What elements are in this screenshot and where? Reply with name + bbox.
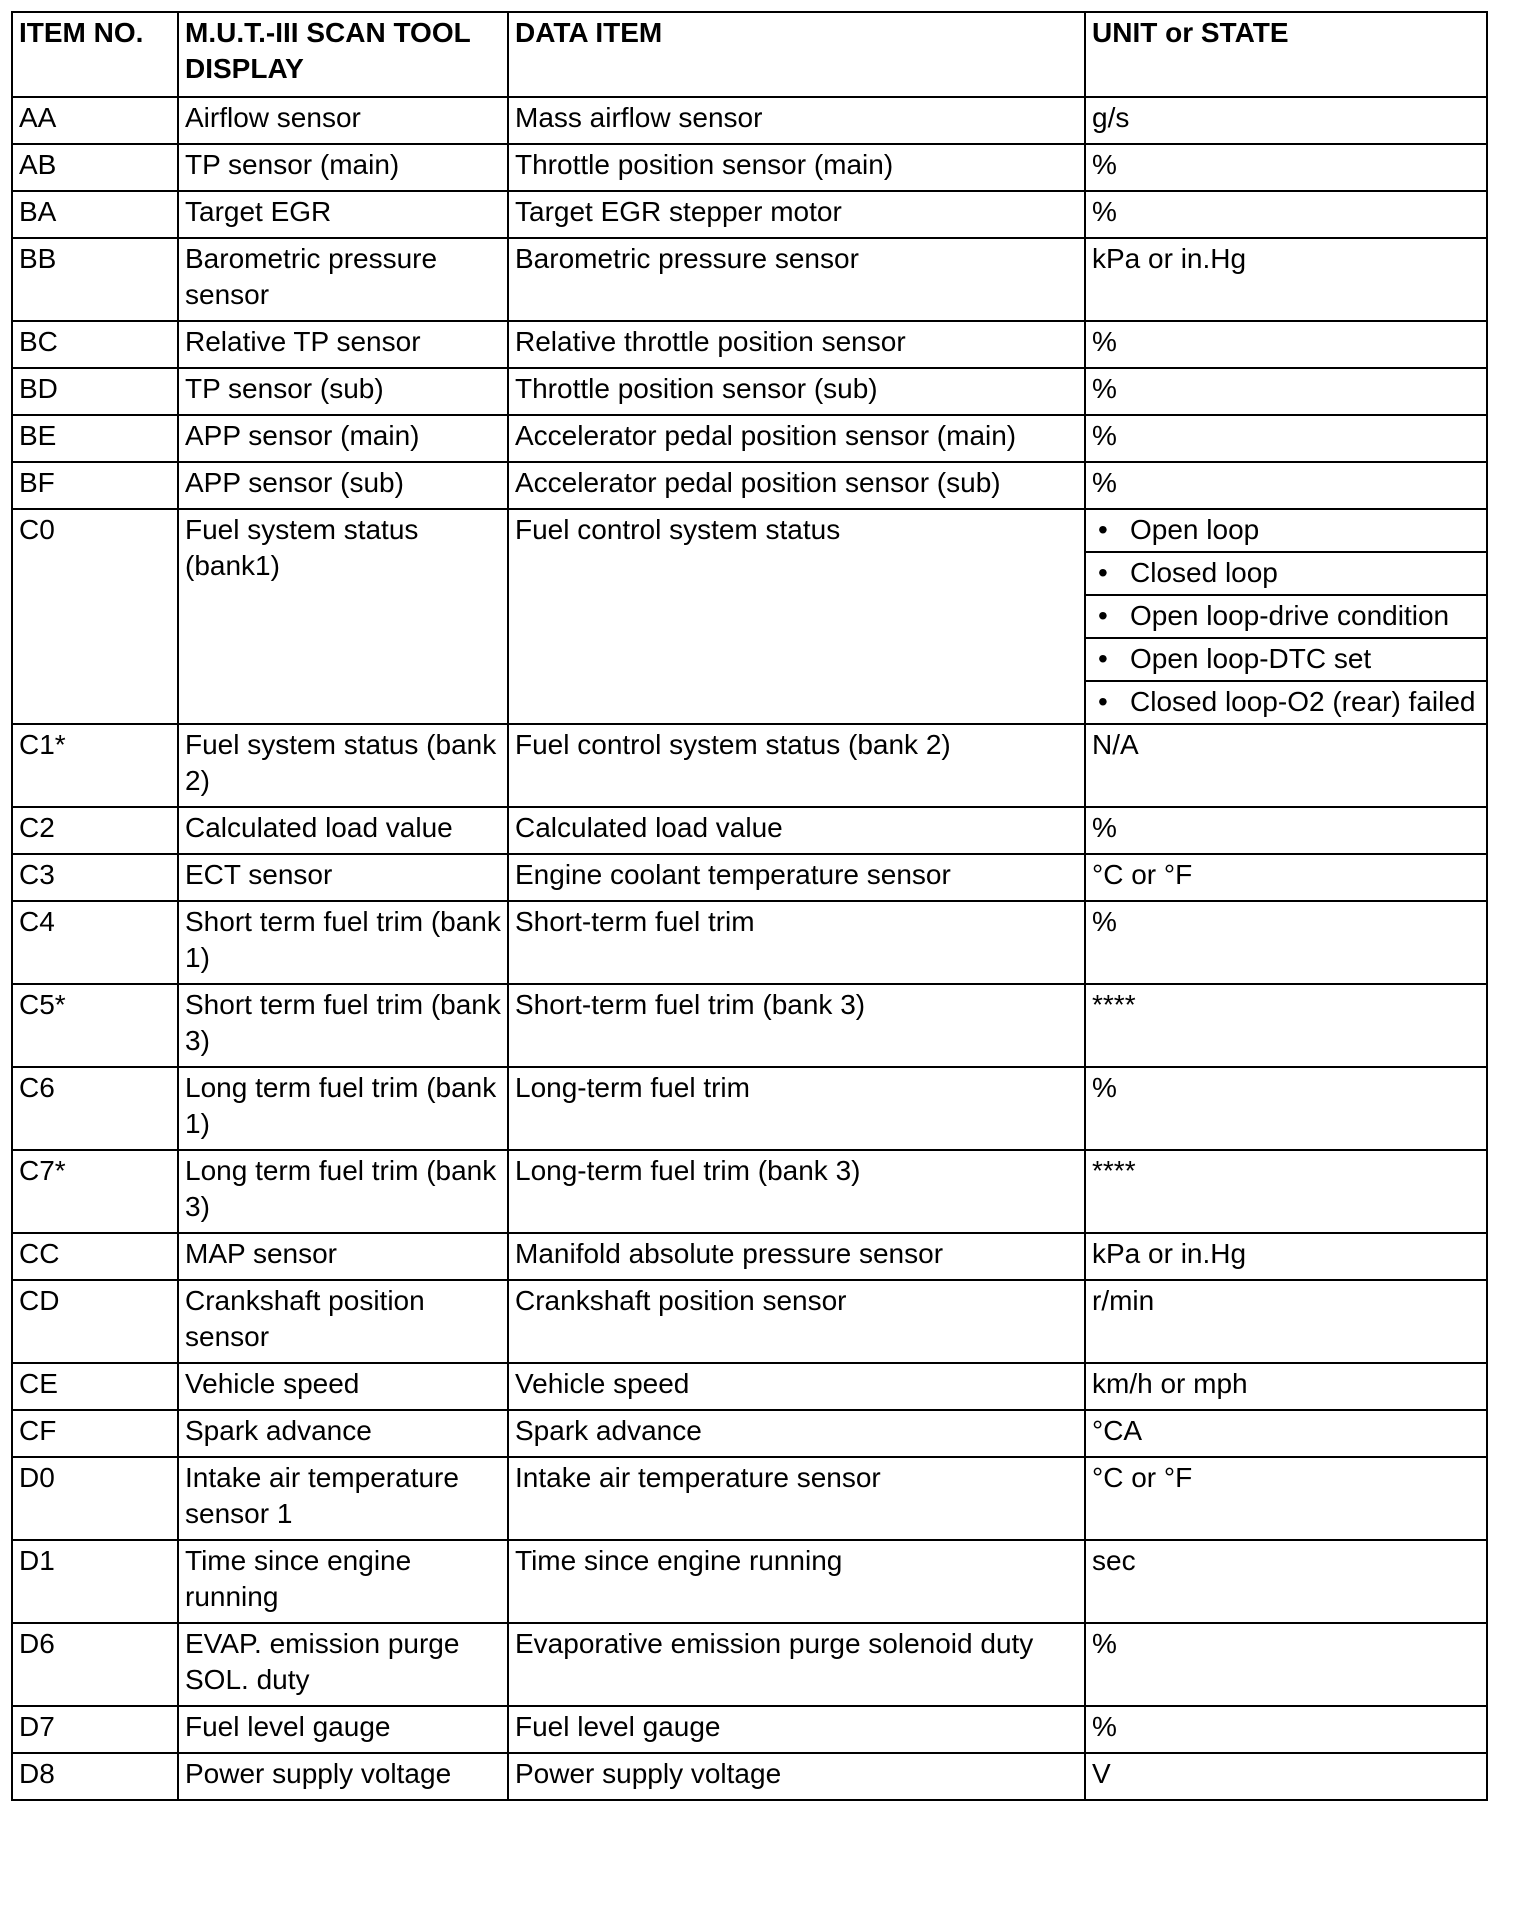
fuel-system-state-list <box>1086 510 1486 723</box>
table-row <box>12 1150 1487 1233</box>
data-item-cell: Intake air temperature sensor <box>508 1457 1085 1540</box>
unit-cell: % <box>1085 1706 1487 1753</box>
display-cell: APP sensor (sub) <box>178 462 508 509</box>
data-item-cell: Spark advance <box>508 1410 1085 1457</box>
display-cell: Calculated load value <box>178 807 508 854</box>
data-item-cell: Relative throttle position sensor <box>508 321 1085 368</box>
unit-cell: r/min <box>1085 1280 1487 1363</box>
state-option <box>1086 510 1486 553</box>
display-cell: Spark advance <box>178 1410 508 1457</box>
header-data-item: DATA ITEM <box>508 12 1085 97</box>
data-item-cell: Manifold absolute pressure sensor <box>508 1233 1085 1280</box>
display-cell: Long term fuel trim (bank 3) <box>178 1150 508 1233</box>
table-row <box>12 1363 1487 1410</box>
display-cell: Fuel system status (bank 2) <box>178 724 508 807</box>
unit-cell: % <box>1085 368 1487 415</box>
table-row <box>12 415 1487 462</box>
unit-cell: % <box>1085 415 1487 462</box>
unit-cell: N/A <box>1085 724 1487 807</box>
unit-cell: % <box>1085 901 1487 984</box>
item-no-cell: C5* <box>12 984 178 1067</box>
data-item-cell: Accelerator pedal position sensor (sub) <box>508 462 1085 509</box>
data-item-cell: Accelerator pedal position sensor (main) <box>508 415 1085 462</box>
state-label: Open loop-drive condition <box>1130 600 1450 631</box>
data-item-cell: Short-term fuel trim (bank 3) <box>508 984 1085 1067</box>
state-option <box>1086 682 1486 723</box>
unit-cell: **** <box>1085 1150 1487 1233</box>
display-cell: Time since engine running <box>178 1540 508 1623</box>
data-item-cell: Mass airflow sensor <box>508 97 1085 144</box>
display-cell: ECT sensor <box>178 854 508 901</box>
unit-cell: °CA <box>1085 1410 1487 1457</box>
state-label: Open loop-DTC set <box>1130 643 1372 674</box>
display-cell: Power supply voltage <box>178 1753 508 1800</box>
item-no-cell: D6 <box>12 1623 178 1706</box>
table-row <box>12 1280 1487 1363</box>
table-row <box>12 238 1487 321</box>
state-option <box>1086 596 1486 639</box>
unit-cell: % <box>1085 191 1487 238</box>
item-no-cell: AA <box>12 97 178 144</box>
data-item-cell: Target EGR stepper motor <box>508 191 1085 238</box>
item-no-cell: AB <box>12 144 178 191</box>
table-row <box>12 462 1487 509</box>
data-item-cell: Evaporative emission purge solenoid duty <box>508 1623 1085 1706</box>
unit-cell: **** <box>1085 984 1487 1067</box>
item-no-cell: BF <box>12 462 178 509</box>
data-item-cell: Throttle position sensor (main) <box>508 144 1085 191</box>
display-cell: Vehicle speed <box>178 1363 508 1410</box>
table-row <box>12 807 1487 854</box>
display-cell: Short term fuel trim (bank 3) <box>178 984 508 1067</box>
table-row <box>12 984 1487 1067</box>
data-item-cell: Long-term fuel trim <box>508 1067 1085 1150</box>
table-row <box>12 1753 1487 1800</box>
table-row <box>12 97 1487 144</box>
display-cell: Target EGR <box>178 191 508 238</box>
table-row <box>12 1706 1487 1753</box>
table-row <box>12 1623 1487 1706</box>
unit-cell: g/s <box>1085 97 1487 144</box>
table-row <box>12 1410 1487 1457</box>
table-row <box>12 191 1487 238</box>
item-no-cell: BA <box>12 191 178 238</box>
table-row <box>12 1233 1487 1280</box>
display-cell: Barometric pressure sensor <box>178 238 508 321</box>
display-cell: Fuel system status (bank1) <box>178 509 508 724</box>
item-no-cell: CD <box>12 1280 178 1363</box>
data-item-cell: Fuel control system status <box>508 509 1085 724</box>
unit-cell: % <box>1085 144 1487 191</box>
item-no-cell: BC <box>12 321 178 368</box>
state-option <box>1086 639 1486 682</box>
table-row <box>12 1067 1487 1150</box>
item-no-cell: C7* <box>12 1150 178 1233</box>
item-no-cell: C4 <box>12 901 178 984</box>
data-item-cell: Engine coolant temperature sensor <box>508 854 1085 901</box>
state-option <box>1086 553 1486 596</box>
data-item-cell: Calculated load value <box>508 807 1085 854</box>
header-row <box>12 12 1487 97</box>
table-row <box>12 368 1487 415</box>
state-label: Closed loop-O2 (rear) failed <box>1130 686 1476 717</box>
data-item-cell: Power supply voltage <box>508 1753 1085 1800</box>
display-cell: APP sensor (main) <box>178 415 508 462</box>
display-cell: TP sensor (main) <box>178 144 508 191</box>
data-item-cell: Long-term fuel trim (bank 3) <box>508 1150 1085 1233</box>
table-row <box>12 1540 1487 1623</box>
bullet-icon: • <box>1098 514 1108 545</box>
bullet-icon: • <box>1098 643 1108 674</box>
display-cell: Relative TP sensor <box>178 321 508 368</box>
table-row <box>12 854 1487 901</box>
data-item-cell: Vehicle speed <box>508 1363 1085 1410</box>
header-item-no: ITEM NO. <box>12 12 178 97</box>
table-row <box>12 1457 1487 1540</box>
unit-cell: °C or °F <box>1085 1457 1487 1540</box>
display-cell: Short term fuel trim (bank 1) <box>178 901 508 984</box>
unit-cell: % <box>1085 807 1487 854</box>
item-no-cell: BE <box>12 415 178 462</box>
bullet-icon: • <box>1098 686 1108 717</box>
state-label: Open loop <box>1130 514 1260 545</box>
unit-cell: sec <box>1085 1540 1487 1623</box>
unit-cell: % <box>1085 321 1487 368</box>
scan-tool-data-table <box>11 11 1488 1801</box>
display-cell: Fuel level gauge <box>178 1706 508 1753</box>
unit-cell: V <box>1085 1753 1487 1800</box>
data-item-cell: Fuel level gauge <box>508 1706 1085 1753</box>
item-no-cell: C6 <box>12 1067 178 1150</box>
display-cell: Intake air temperature sensor 1 <box>178 1457 508 1540</box>
unit-cell: kPa or in.Hg <box>1085 1233 1487 1280</box>
unit-cell: °C or °F <box>1085 854 1487 901</box>
table-row <box>12 321 1487 368</box>
item-no-cell: CF <box>12 1410 178 1457</box>
data-item-cell: Fuel control system status (bank 2) <box>508 724 1085 807</box>
unit-cell: % <box>1085 1623 1487 1706</box>
item-no-cell: D7 <box>12 1706 178 1753</box>
item-no-cell: CE <box>12 1363 178 1410</box>
display-cell: EVAP. emission purge SOL. duty <box>178 1623 508 1706</box>
table-row <box>12 144 1487 191</box>
header-scan-tool-display: M.U.T.-III SCAN TOOL DISPLAY <box>178 12 508 97</box>
bullet-icon: • <box>1098 557 1108 588</box>
item-no-cell: C2 <box>12 807 178 854</box>
unit-cell: km/h or mph <box>1085 1363 1487 1410</box>
display-cell: Long term fuel trim (bank 1) <box>178 1067 508 1150</box>
data-item-cell: Time since engine running <box>508 1540 1085 1623</box>
display-cell: Crankshaft position sensor <box>178 1280 508 1363</box>
unit-state-list-cell <box>1085 509 1487 724</box>
data-item-cell: Crankshaft position sensor <box>508 1280 1085 1363</box>
data-item-cell: Throttle position sensor (sub) <box>508 368 1085 415</box>
item-no-cell: CC <box>12 1233 178 1280</box>
unit-cell: % <box>1085 1067 1487 1150</box>
table-row <box>12 901 1487 984</box>
unit-cell: % <box>1085 462 1487 509</box>
item-no-cell: D8 <box>12 1753 178 1800</box>
unit-cell: kPa or in.Hg <box>1085 238 1487 321</box>
item-no-cell: C3 <box>12 854 178 901</box>
item-no-cell: BD <box>12 368 178 415</box>
bullet-icon: • <box>1098 600 1108 631</box>
item-no-cell: D1 <box>12 1540 178 1623</box>
item-no-cell: D0 <box>12 1457 178 1540</box>
display-cell: MAP sensor <box>178 1233 508 1280</box>
item-no-cell: C0 <box>12 509 178 724</box>
display-cell: Airflow sensor <box>178 97 508 144</box>
data-item-cell: Barometric pressure sensor <box>508 238 1085 321</box>
item-no-cell: C1* <box>12 724 178 807</box>
item-no-cell: BB <box>12 238 178 321</box>
header-unit-or-state: UNIT or STATE <box>1085 12 1487 97</box>
table-row <box>12 509 1487 724</box>
data-item-cell: Short-term fuel trim <box>508 901 1085 984</box>
table-row <box>12 724 1487 807</box>
state-label: Closed loop <box>1130 557 1278 588</box>
display-cell: TP sensor (sub) <box>178 368 508 415</box>
